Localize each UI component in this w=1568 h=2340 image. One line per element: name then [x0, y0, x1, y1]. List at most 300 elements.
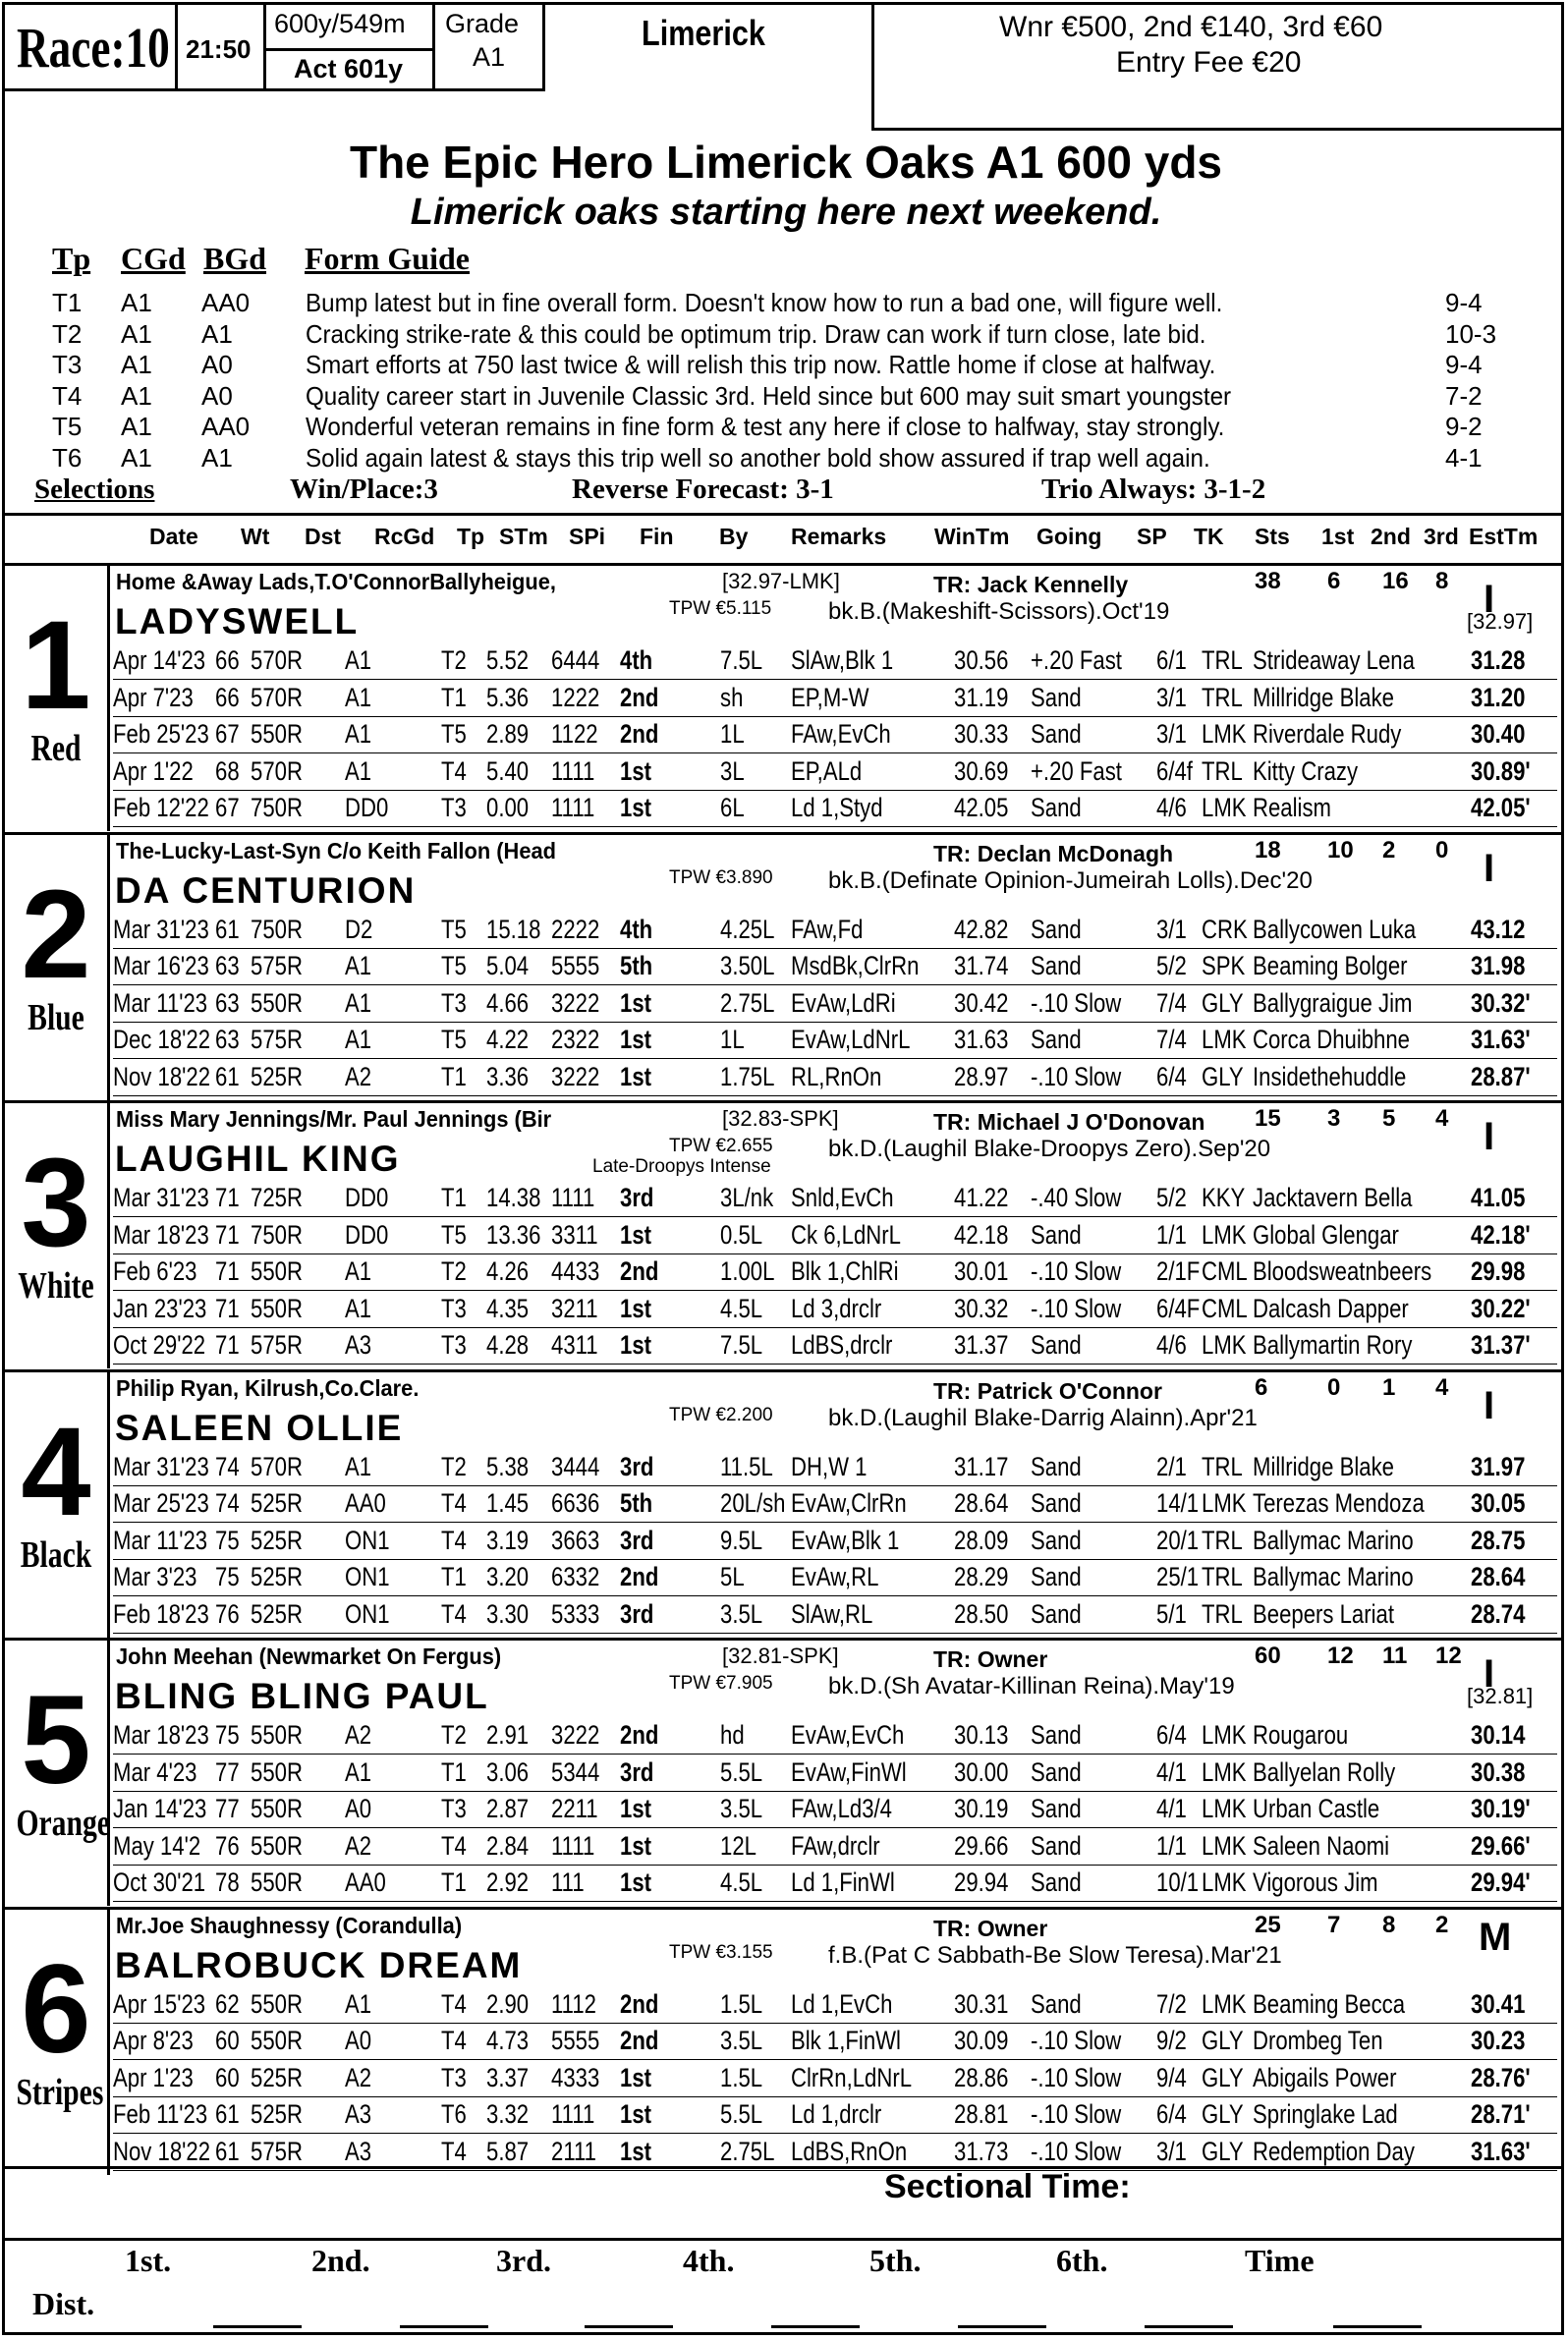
form-winner: Abigails Power — [1253, 2062, 1397, 2092]
win-place: Win/Place:3 — [290, 474, 438, 505]
form-weight: 75 — [215, 1562, 240, 1591]
form-distance: 750R — [251, 1219, 303, 1250]
form-distance: 575R — [251, 1330, 303, 1360]
form-grade: A1 — [345, 719, 372, 749]
form-split: 4433 — [551, 1256, 600, 1286]
form-est-time: 42.05' — [1471, 793, 1531, 822]
form-sectional: 5.36 — [486, 682, 530, 712]
form-win-time: 28.50 — [954, 1598, 1009, 1629]
form-distance: 570R — [251, 682, 303, 712]
form-grade: DD0 — [345, 793, 389, 822]
form-split: 111 — [551, 1867, 585, 1897]
form-winner: Ballycowen Luka — [1253, 914, 1417, 944]
form-grade: A1 — [345, 755, 372, 786]
form-date: Oct 29'22 — [113, 1330, 206, 1360]
form-weight: 63 — [215, 951, 240, 980]
form-est-time: 28.87' — [1471, 1061, 1531, 1091]
form-track: TRL — [1202, 1525, 1243, 1555]
trap-colour: White — [18, 1265, 94, 1307]
trap-number: 4 — [21, 1401, 91, 1542]
column-header: By — [719, 524, 749, 549]
form-going: Sand — [1031, 682, 1082, 712]
form-est-time: 28.71' — [1471, 2099, 1531, 2129]
owner-name: Miss Mary Jennings/Mr. Paul Jennings (Bir — [116, 1106, 552, 1132]
form-by: 11.5L — [720, 1451, 773, 1481]
form-by: sh — [720, 682, 744, 712]
form-remarks: Snld,EvCh — [791, 1183, 894, 1212]
form-going: Sand — [1031, 1562, 1082, 1591]
form-finish: 2nd — [620, 1256, 659, 1286]
guide-cgd: A1 — [121, 288, 152, 317]
form-sectional: 2.92 — [486, 1867, 530, 1897]
form-est-time: 30.23 — [1471, 2026, 1526, 2055]
form-line — [113, 681, 1557, 717]
form-track: GLY — [1202, 2026, 1244, 2055]
form-remarks: Ld 1,FinWl — [791, 1867, 895, 1897]
trap-number: 3 — [21, 1133, 91, 1273]
form-sp: 25/1 — [1156, 1562, 1200, 1591]
column-header: Wt — [241, 524, 270, 549]
form-going: Sand — [1031, 951, 1082, 980]
form-finish: 1st — [620, 1330, 652, 1360]
stat-starts: 6 — [1255, 1373, 1268, 1401]
form-line — [113, 2135, 1557, 2171]
form-distance: 550R — [251, 1720, 303, 1750]
form-date: Jan 23'23 — [113, 1293, 207, 1323]
guide-trap: T6 — [52, 442, 83, 473]
form-split: 1112 — [551, 1988, 596, 2019]
form-date: Dec 18'22 — [113, 1025, 211, 1054]
form-trap: T1 — [441, 1562, 467, 1591]
form-line — [113, 2024, 1557, 2060]
form-date: Feb 6'23 — [113, 1256, 197, 1286]
trap-box — [5, 835, 110, 1100]
stat-starts: 25 — [1255, 1911, 1281, 1938]
guide-comment: Smart efforts at 750 last twice & will relish this trip now. Rattle home if close at halfway. — [306, 350, 1216, 379]
actual-distance: Act 601y — [294, 54, 404, 84]
guide-row — [52, 412, 1564, 443]
form-sp: 2/1 — [1156, 1451, 1187, 1481]
trap-number: 5 — [21, 1670, 91, 1811]
form-trap: T3 — [441, 1330, 467, 1360]
form-finish: 3rd — [620, 1598, 654, 1629]
form-line — [113, 754, 1557, 791]
form-line — [113, 791, 1557, 827]
form-grade: AA0 — [345, 1867, 386, 1897]
column-header: WinTm — [934, 524, 1010, 549]
form-winner: Ballyelan Rolly — [1253, 1756, 1396, 1787]
form-win-time: 42.18 — [954, 1219, 1009, 1250]
entry-fee: Entry Fee €20 — [1116, 46, 1302, 79]
form-trap: T4 — [441, 1598, 467, 1629]
form-weight: 60 — [215, 2062, 240, 2092]
form-split: 5555 — [551, 951, 600, 980]
breeding: bk.D.(Laughil Blake-Droopys Zero).Sep'20 — [828, 1136, 1271, 1162]
placing-line — [213, 2325, 302, 2328]
form-line — [113, 1524, 1557, 1560]
stat-third: 4 — [1435, 1105, 1449, 1132]
form-line — [113, 1792, 1557, 1828]
guide-bgd: A1 — [201, 442, 233, 473]
column-header: EstTm — [1469, 524, 1539, 549]
runner-name: LAUGHIL KING — [115, 1139, 401, 1179]
form-date: Oct 30'21 — [113, 1867, 206, 1897]
form-distance: 750R — [251, 914, 303, 944]
form-by: 4.5L — [720, 1293, 763, 1323]
form-going: +.20 Fast — [1031, 645, 1122, 675]
form-remarks: Ld 1,Styd — [791, 793, 883, 822]
form-grade: A1 — [345, 1256, 372, 1286]
form-remarks: ClrRn,LdNrL — [791, 2062, 913, 2092]
form-split: 6636 — [551, 1488, 600, 1518]
form-grade: A3 — [345, 2136, 372, 2166]
stat-second: 8 — [1382, 1911, 1396, 1938]
form-sectional: 5.40 — [486, 755, 530, 786]
guide-bgd: A0 — [201, 350, 233, 379]
form-going: Sand — [1031, 793, 1082, 822]
form-date: Apr 15'23 — [113, 1988, 206, 2019]
sectional-time-label: Sectional Time: — [884, 2168, 1131, 2205]
grade-value: A1 — [473, 42, 506, 72]
stat-third: 2 — [1435, 1911, 1449, 1938]
runner-block — [5, 563, 1564, 831]
form-date: Feb 18'23 — [113, 1598, 209, 1629]
form-weight: 66 — [215, 682, 240, 712]
form-line — [113, 1560, 1557, 1596]
form-trap: T1 — [441, 1061, 467, 1091]
form-winner: Corca Dhuibhne — [1253, 1025, 1411, 1054]
form-line — [113, 1718, 1557, 1755]
form-sp: 7/4 — [1156, 987, 1187, 1018]
form-grade: A1 — [345, 645, 372, 675]
form-split: 2222 — [551, 914, 600, 944]
form-trap: T4 — [441, 2136, 467, 2166]
form-sectional: 5.87 — [486, 2136, 530, 2166]
form-winner: Realism — [1253, 793, 1331, 822]
race-number: Race:10 — [17, 16, 170, 80]
guide-cgd: A1 — [121, 412, 152, 441]
form-sectional: 0.00 — [486, 793, 530, 822]
form-winner: Rougarou — [1253, 1720, 1349, 1750]
column-header: Tp — [457, 524, 485, 549]
form-trap: T1 — [441, 1183, 467, 1212]
form-weight: 71 — [215, 1219, 240, 1250]
form-est-time: 31.98 — [1471, 951, 1526, 980]
form-finish: 1st — [620, 1867, 652, 1897]
form-finish: 1st — [620, 1025, 652, 1054]
form-remarks: Blk 1,FinWl — [791, 2026, 901, 2055]
form-est-time: 30.89' — [1471, 755, 1531, 786]
form-grade: A1 — [345, 1451, 372, 1481]
stat-second: 2 — [1382, 836, 1396, 864]
form-track: LMK — [1202, 1025, 1247, 1054]
form-by: 7.5L — [720, 1330, 763, 1360]
column-header: Going — [1036, 524, 1102, 549]
form-distance: 525R — [251, 1488, 303, 1518]
form-win-time: 28.97 — [954, 1061, 1009, 1091]
form-line — [113, 1829, 1557, 1866]
form-weight: 75 — [215, 1720, 240, 1750]
owner-name: Mr.Joe Shaughnessy (Corandulla) — [116, 1912, 463, 1938]
form-distance: 575R — [251, 2136, 303, 2166]
form-date: Apr 1'22 — [113, 755, 194, 786]
trap-box — [5, 1910, 110, 2175]
form-distance: 550R — [251, 1988, 303, 2019]
form-by: 7.5L — [720, 645, 763, 675]
form-weight: 76 — [215, 1598, 240, 1629]
form-distance: 570R — [251, 1451, 303, 1481]
form-finish: 2nd — [620, 1988, 659, 2019]
form-distance: 550R — [251, 1756, 303, 1787]
column-header: STm — [499, 524, 548, 549]
form-distance: 525R — [251, 2062, 303, 2092]
race-time-box — [178, 5, 266, 91]
trap-number: 1 — [21, 595, 91, 736]
form-going: -.10 Slow — [1031, 987, 1122, 1018]
form-sp: 3/1 — [1156, 719, 1187, 749]
form-date: Mar 31'23 — [113, 914, 209, 944]
guide-odds: 7-2 — [1445, 380, 1483, 411]
form-sectional: 2.87 — [486, 1794, 530, 1823]
guide-row — [52, 319, 1564, 351]
form-line — [113, 643, 1557, 680]
form-trap: T1 — [441, 1867, 467, 1897]
form-est-time: 41.05 — [1471, 1183, 1526, 1212]
form-sectional: 4.73 — [486, 2026, 530, 2055]
form-track: LMK — [1202, 1330, 1247, 1360]
form-sp: 3/1 — [1156, 2136, 1187, 2166]
form-track: LMK — [1202, 793, 1247, 822]
form-trap: T3 — [441, 987, 467, 1018]
form-split: 1111 — [551, 755, 595, 786]
form-weight: 71 — [215, 1293, 240, 1323]
form-win-time: 42.82 — [954, 914, 1009, 944]
form-win-time: 30.01 — [954, 1256, 1009, 1286]
column-header: Fin — [640, 524, 674, 549]
form-sp: 4/1 — [1156, 1794, 1187, 1823]
form-remarks: EvAw,EvCh — [791, 1720, 905, 1750]
form-win-time: 31.37 — [954, 1330, 1009, 1360]
form-trap: T5 — [441, 951, 467, 980]
form-win-time: 30.31 — [954, 1988, 1009, 2019]
runner-name: BALROBUCK DREAM — [115, 1944, 523, 1985]
form-by: 3.5L — [720, 2026, 763, 2055]
form-split: 5555 — [551, 2026, 600, 2055]
form-est-time: 29.66' — [1471, 1830, 1531, 1861]
form-track: GLY — [1202, 2062, 1244, 2092]
form-est-time: 28.76' — [1471, 2062, 1531, 2092]
form-sp: 3/1 — [1156, 682, 1187, 712]
rank-letter: I — [1484, 846, 1495, 890]
guide-bgd: A0 — [201, 380, 233, 411]
form-finish: 1st — [620, 2136, 652, 2166]
form-track: LMK — [1202, 1830, 1247, 1861]
guide-cgd: A1 — [121, 442, 152, 473]
form-date: Feb 25'23 — [113, 719, 209, 749]
form-split: 1111 — [551, 1830, 595, 1861]
form-grade: A1 — [345, 1025, 372, 1054]
form-date: Mar 25'23 — [113, 1488, 209, 1518]
form-remarks: FAw,EvCh — [791, 719, 891, 749]
runner-name: SALEEN OLLIE — [115, 1407, 404, 1448]
form-win-time: 41.22 — [954, 1183, 1009, 1212]
form-win-time: 30.09 — [954, 2026, 1009, 2055]
form-win-time: 28.09 — [954, 1525, 1009, 1555]
trap-colour: Red — [30, 728, 82, 769]
form-trap: T5 — [441, 719, 467, 749]
form-winner: Dalcash Dapper — [1253, 1293, 1409, 1323]
form-date: Nov 18'22 — [113, 2136, 211, 2166]
form-finish: 2nd — [620, 2026, 659, 2055]
stat-third: 4 — [1435, 1373, 1449, 1401]
form-weight: 61 — [215, 2136, 240, 2166]
form-est-time: 30.41 — [1471, 1988, 1526, 2019]
form-sp: 6/1 — [1156, 645, 1187, 675]
form-sectional: 3.30 — [486, 1598, 530, 1629]
form-weight: 61 — [215, 1061, 240, 1091]
guide-header-tp: Tp — [52, 241, 91, 276]
owner-name: Home &Away Lads,T.O'ConnorBallyheigue, — [116, 569, 556, 594]
form-line — [113, 1218, 1557, 1254]
form-trap: T5 — [441, 1025, 467, 1054]
form-win-time: 28.64 — [954, 1488, 1009, 1518]
guide-cgd: A1 — [121, 318, 152, 349]
form-sectional: 14.38 — [486, 1183, 541, 1212]
form-line — [113, 1181, 1557, 1217]
form-track: LMK — [1202, 1488, 1247, 1518]
form-sectional: 15.18 — [486, 914, 541, 944]
form-split: 4311 — [551, 1330, 598, 1360]
form-sp: 6/4f — [1156, 755, 1193, 786]
guide-odds: 4-1 — [1445, 442, 1483, 473]
form-grade: ON1 — [345, 1525, 390, 1555]
race-card — [2, 2, 1564, 2335]
form-win-time: 31.17 — [954, 1451, 1009, 1481]
form-going: Sand — [1031, 1488, 1082, 1518]
form-weight: 63 — [215, 987, 240, 1018]
rank-letter: I — [1484, 578, 1495, 621]
form-date: Feb 11'23 — [113, 2099, 208, 2129]
form-win-time: 30.00 — [954, 1756, 1009, 1787]
column-header: Dst — [305, 524, 342, 549]
form-win-time: 28.81 — [954, 2099, 1009, 2129]
form-est-time: 30.14 — [1471, 1720, 1526, 1750]
form-win-time: 29.66 — [954, 1830, 1009, 1861]
best-time: [32.81-SPK] — [722, 1644, 839, 1668]
guide-cgd: A1 — [121, 350, 152, 379]
form-sectional: 3.36 — [486, 1061, 530, 1091]
form-remarks: DH,W 1 — [791, 1451, 868, 1481]
form-finish: 2nd — [620, 1562, 659, 1591]
form-win-time: 30.33 — [954, 719, 1009, 749]
reverse-forecast: Reverse Forecast: 3-1 — [572, 474, 834, 505]
trap-colour: Orange — [16, 1803, 110, 1844]
form-winner: Ballygraigue Jim — [1253, 987, 1413, 1018]
form-remarks: Blk 1,ChlRi — [791, 1256, 899, 1286]
rank-letter: M — [1479, 1915, 1512, 1959]
guide-comment: Quality career start in Juvenile Classic 3rd. Held since but 600 may suit smart youngster — [306, 380, 1232, 411]
form-date: Jan 14'23 — [113, 1794, 207, 1823]
stat-third: 0 — [1435, 836, 1449, 864]
form-split: 2111 — [551, 2136, 596, 2166]
form-trap: T3 — [441, 793, 467, 822]
trap-box — [5, 1372, 110, 1638]
form-track: TRL — [1202, 1598, 1243, 1629]
form-by: 0.5L — [720, 1219, 763, 1250]
form-finish: 1st — [620, 987, 652, 1018]
form-trap: T1 — [441, 682, 467, 712]
runner-block — [5, 1100, 1564, 1368]
form-going: +.20 Fast — [1031, 755, 1122, 786]
distance-box — [266, 5, 435, 91]
race-subtitle: Limerick oaks starting here next weekend. — [410, 192, 1162, 233]
prize-money: Wnr €500, 2nd €140, 3rd €60 — [999, 11, 1383, 43]
stat-second: 11 — [1382, 1643, 1408, 1669]
form-sectional: 3.20 — [486, 1562, 530, 1591]
form-by: 3.50L — [720, 951, 775, 980]
best-time: [32.83-SPK] — [722, 1106, 839, 1131]
trainer: TR: Declan McDonagh — [933, 840, 1174, 866]
form-win-time: 28.29 — [954, 1562, 1009, 1591]
form-win-time: 31.19 — [954, 682, 1009, 712]
race-title: The Epic Hero Limerick Oaks A1 600 yds — [349, 137, 1223, 188]
form-going: Sand — [1031, 719, 1082, 749]
guide-row — [52, 443, 1564, 474]
runner-name: BLING BLING PAUL — [115, 1676, 489, 1716]
form-by: 1.00L — [720, 1256, 775, 1286]
form-distance: 750R — [251, 793, 303, 822]
form-date: Apr 1'23 — [113, 2062, 194, 2092]
breeding: bk.D.(Sh Avatar-Killinan Reina).May'19 — [828, 1673, 1235, 1699]
stat-third: 8 — [1435, 568, 1449, 594]
form-by: 5.5L — [720, 2099, 763, 2129]
runner-block — [5, 1907, 1564, 2175]
form-remarks: Ld 3,drclr — [791, 1293, 882, 1323]
form-date: Mar 31'23 — [113, 1451, 209, 1481]
form-trap: T4 — [441, 755, 467, 786]
placing-line — [400, 2325, 488, 2328]
placing-label: Time — [1245, 2243, 1315, 2278]
trap-box — [5, 1103, 110, 1368]
form-sp: 4/6 — [1156, 793, 1187, 822]
form-track: LMK — [1202, 1756, 1247, 1787]
form-remarks: Ld 1,EvCh — [791, 1988, 893, 2019]
form-going: -.10 Slow — [1031, 1293, 1122, 1323]
form-by: 4.25L — [720, 914, 775, 944]
form-line — [113, 913, 1557, 949]
form-finish: 3rd — [620, 1525, 654, 1555]
form-split: 3311 — [551, 1219, 598, 1250]
trainer: TR: Owner — [933, 1915, 1048, 1941]
form-sp: 6/4 — [1156, 1720, 1187, 1750]
form-win-time: 30.19 — [954, 1794, 1009, 1823]
form-winner: Drombeg Ten — [1253, 2026, 1383, 2055]
guide-cgd: A1 — [121, 380, 152, 411]
form-weight: 77 — [215, 1794, 240, 1823]
form-est-time: 31.63' — [1471, 1025, 1531, 1054]
form-line — [113, 1292, 1557, 1328]
form-line — [113, 1254, 1557, 1291]
form-winner: Ballymartin Rory — [1253, 1330, 1413, 1360]
form-trap: T1 — [441, 1756, 467, 1787]
trap-colour: Black — [20, 1533, 92, 1576]
form-grade: DD0 — [345, 1183, 389, 1212]
form-sp: 6/4 — [1156, 1061, 1187, 1091]
form-winner: Saleen Naomi — [1253, 1830, 1390, 1861]
form-sp: 3/1 — [1156, 914, 1187, 944]
form-weight: 60 — [215, 2026, 240, 2055]
stat-first: 3 — [1327, 1105, 1341, 1132]
